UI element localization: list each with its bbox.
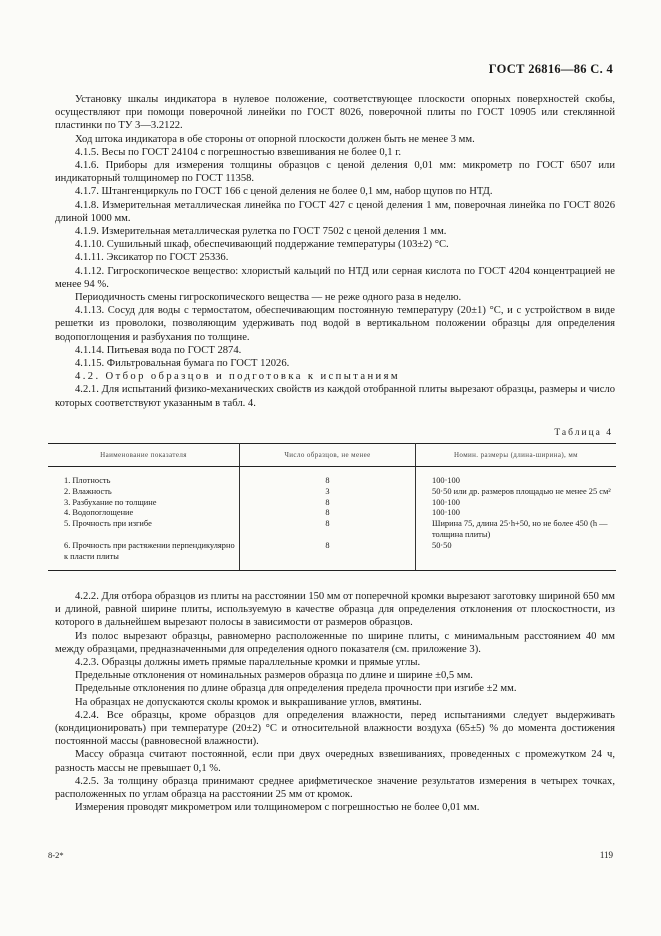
- paragraph: Периодичность смены гигроскопического вещества — не реже одного раза в неделю.: [75, 292, 462, 304]
- cell-count: 8: [240, 467, 416, 487]
- paragraph: 4.1.15. Фильтровальная бумага по ГОСТ 12026.: [75, 358, 290, 370]
- paragraph: Из полос вырезают образцы, равномерно расположенные по ширине плиты, с минимальным расстоянием 40 мм между образцами, предназначенными для определения одного показателя (см. приложение 3).: [55, 630, 615, 655]
- table-row: [48, 541, 616, 571]
- paragraph: 4.1.7. Штангенциркуль по ГОСТ 166 с ценой деления не более 0,1 мм, набор щупов по НТД.: [75, 186, 493, 198]
- paragraph: 4.2.2. Для отбора образцов из плиты на расстоянии 150 мм от поперечной кромки вырезают заготовку шириной 650 мм и длиной, равной ширине плиты, используемую в качестве образца для определения отклонения от плоскостности, из которого в дальнейшем вырезают полосы в зависимости от размеров образцов.: [55, 591, 615, 629]
- paragraph: 4.1.5. Весы по ГОСТ 24104 с погрешностью взвешивания не более 0,1 г.: [75, 146, 402, 158]
- paragraph: 4.2.1. Для испытаний физико-механических свойств из каждой отобранной плиты вырезают образцы, размеры и число которых соответствуют указанным в табл. 4.: [55, 384, 615, 409]
- paragraph: 4.1.14. Питьевая вода по ГОСТ 2874.: [75, 344, 242, 356]
- body-text-bottom: [55, 590, 615, 814]
- paragraph: 4.1.10. Сушильный шкаф, обеспечивающий поддержание температуры (103±2) °С.: [75, 239, 449, 251]
- cell-indicator: 2. Влажность: [48, 487, 240, 498]
- cell-count: 8: [240, 541, 416, 571]
- table-row: [48, 487, 616, 498]
- table-row: [48, 519, 616, 541]
- section-heading: 4.2. Отбор образцов и подготовка к испытаниям: [75, 371, 401, 383]
- table-row: [48, 508, 616, 519]
- cell-indicator: 4. Водопоглощение: [48, 508, 240, 519]
- cell-count: 8: [240, 498, 416, 509]
- paragraph: Массу образца считают постоянной, если при двух очередных взвешиваниях, проведенных с промежутком 24 ч, разность массы не превышает 0,1 %.: [55, 749, 615, 774]
- cell-indicator: 6. Прочность при растяжении перпендикулярно к пласти плиты: [48, 541, 240, 571]
- paragraph: 4.1.11. Эксикатор по ГОСТ 25336.: [75, 252, 229, 264]
- paragraph: Предельные отклонения от номинальных размеров образца по длине и ширине ±0,5 мм.: [75, 670, 473, 682]
- cell-count: 3: [240, 487, 416, 498]
- table-caption: Таблица 4: [554, 428, 613, 438]
- cell-size: 50·50: [416, 541, 617, 571]
- paragraph: Измерения проводят микрометром или толщиномером с погрешностью не более 0,01 мм.: [75, 802, 480, 814]
- column-header: Номин. размеры (длина-ширина), мм: [416, 444, 617, 467]
- table-row: [48, 467, 616, 487]
- paragraph: 4.2.4. Все образцы, кроме образцов для определения влажности, перед испытаниями следует выдерживать (кондиционировать) при температуре (20±2) °С и относительной влажности воздуха (65±5) % до момента достижения постоянной массы (равновесной влажности).: [55, 709, 615, 748]
- paragraph: 4.1.9. Измерительная металлическая рулетка по ГОСТ 7502 с ценой деления 1 мм.: [75, 226, 447, 238]
- paragraph: 4.2.5. За толщину образца принимают среднее арифметическое значение результатов измерения в четырех точках, расположенных по углам образца на расстоянии 25 мм от кромок.: [55, 775, 615, 801]
- table-header-row: [48, 444, 616, 467]
- table-row: [48, 498, 616, 509]
- cell-indicator: 1. Плотность: [48, 467, 240, 487]
- body-text-top: [55, 93, 615, 410]
- cell-indicator: 3. Разбухание по толщине: [48, 498, 240, 509]
- paragraph: Установку шкалы индикатора в нулевое положение, соответствующее плоскости опорных поверхностей скобы, осуществляют при помощи поверочной линейки по ГОСТ 8026, поверочной плиты по ГОСТ 10905 или стеклянной пластинки по ТУ 3—3.2122.: [55, 94, 615, 132]
- paragraph: 4.1.12. Гигроскопическое вещество: хлористый кальций по НТД или серная кислота по ГОСТ 4204 концентрацией не менее 94 %.: [55, 265, 615, 290]
- paragraph: 4.2.3. Образцы должны иметь прямые параллельные кромки и прямые углы.: [75, 657, 421, 669]
- specimen-table: [48, 443, 616, 571]
- paragraph: Ход штока индикатора в обе стороны от опорной плоскости должен быть не менее 3 мм.: [75, 133, 475, 145]
- cell-indicator: 5. Прочность при изгибе: [48, 519, 240, 541]
- paragraph: На образцах не допускаются сколы кромок и выкрашивание углов, вмятины.: [75, 696, 422, 708]
- paragraph: 4.1.13. Сосуд для воды с термостатом, обеспечивающим постоянную температуру (20±1) °С, и с устройством в виде решетки из проволоки, позволяющим удерживать под водой в вертикальном положении образцы для определения водопоглощения и разбухания по толщине.: [55, 305, 615, 343]
- cell-size: 100·100: [432, 508, 460, 518]
- cell-size: 100·100: [432, 476, 460, 485]
- paragraph: 4.1.6. Приборы для измерения толщины образцов с ценой деления 0,01 мм: микрометр по ГОСТ 6507 или индикаторный толщиномер по ГОСТ 11358.: [55, 160, 615, 185]
- paragraph: 4.1.8. Измерительная металлическая линейка по ГОСТ 427 с ценой деления 1 мм, поверочная линейка по ГОСТ 8026 длиной 1000 мм.: [55, 199, 615, 224]
- cell-size: 100·100: [432, 497, 460, 507]
- column-header: Число образцов, не менее: [240, 444, 416, 467]
- cell-count: 8: [240, 508, 416, 519]
- paragraph: Предельные отклонения по длине образца для определения предела прочности при изгибе ±2 мм.: [75, 683, 517, 695]
- cell-count: 8: [240, 519, 416, 541]
- cell-size: Ширина 75, длина 25·h+50, но не более 450 (h — толщина плиты): [432, 519, 608, 539]
- page-header: ГОСТ 26816—86 С. 4: [488, 62, 613, 76]
- cell-size: 50·50 или др. размеров площадью не менее 25 см²: [432, 486, 611, 496]
- footer-signature: 8-2*: [48, 850, 64, 860]
- column-header: Наименование показателя: [48, 444, 240, 467]
- page-number: 119: [599, 850, 613, 860]
